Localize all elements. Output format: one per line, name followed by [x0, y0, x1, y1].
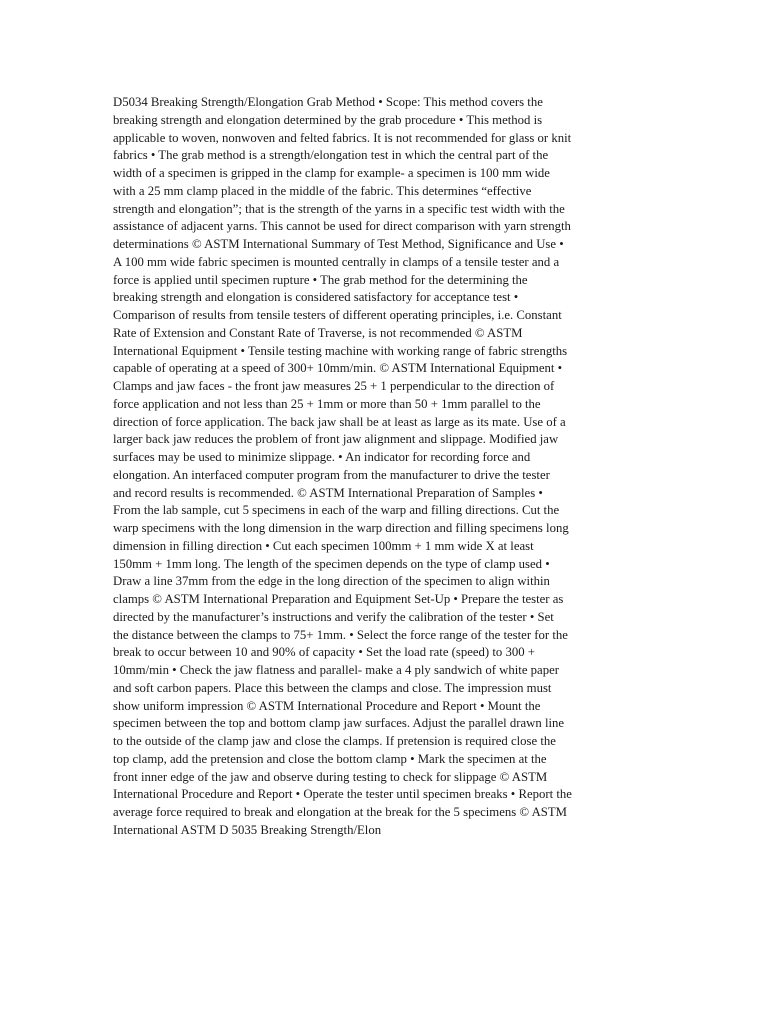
text-line: to the outside of the clamp jaw and close the clamps. If pretension is required close the — [113, 734, 556, 748]
text-line: International Procedure and Report • Operate the tester until specimen breaks • Report the — [113, 787, 572, 802]
text-line: 10mm/min • Check the jaw flatness and parallel- make a 4 ply sandwich of white paper — [113, 663, 559, 677]
text-line: capable of operating at a speed of 300+ 10mm/min. © ASTM International Equipment • — [113, 361, 563, 376]
text-line: force is applied until specimen rupture • The grab method for the determining the — [113, 272, 528, 287]
text-line: fabrics • The grab method is a strength/elongation test in which the central part of the — [113, 148, 549, 163]
document-body-text — [113, 94, 658, 840]
text-line: top clamp, add the pretension and close the bottom clamp • Mark the specimen at the — [113, 751, 547, 766]
text-line: break to occur between 10 and 90% of capacity • Set the load rate (speed) to 300 + — [113, 645, 535, 660]
text-line: larger back jaw reduces the problem of front jaw alignment and slippage. Modified jaw — [113, 432, 559, 447]
text-line: International Equipment • Tensile testing machine with working range of fabric strengths — [113, 343, 568, 358]
text-line: Rate of Extension and Constant Rate of Traverse, is not recommended © ASTM — [113, 325, 523, 340]
text-line: and soft carbon papers. Place this between the clamps and close. The impression must — [113, 680, 552, 695]
text-line: dimension in filling direction • Cut each specimen 100mm + 1 mm wide X at least — [113, 538, 534, 553]
text-line: and record results is recommended. © ASTM International Preparation of Samples • — [113, 485, 543, 500]
text-line: direction of force application. The back jaw shall be at least as large as its mate. Use of a — [113, 414, 566, 429]
text-line: surfaces may be used to minimize slippage. • An indicator for recording force and — [113, 450, 531, 464]
text-line: Comparison of results from tensile testers of different operating principles, i.e. Constant — [113, 308, 562, 322]
text-line: warp specimens with the long dimension in the warp direction and filling specimens long — [113, 521, 569, 535]
text-line: D5034 Breaking Strength/Elongation Grab Method • Scope: This method covers the — [113, 95, 543, 109]
text-line: average force required to break and elongation at the break for the 5 specimens © ASTM — [113, 805, 567, 819]
text-line: applicable to woven, nonwoven and felted fabrics. It is not recommended for glass or knit — [113, 130, 572, 145]
text-line: front inner edge of the jaw and observe during testing to check for slippage © ASTM — [113, 769, 548, 784]
text-line: strength and elongation”; that is the strength of the yarns in a specific test width with the — [113, 201, 565, 216]
text-line: Clamps and jaw faces - the front jaw measures 25 + 1 perpendicular to the direction of — [113, 379, 555, 393]
text-line: A 100 mm wide fabric specimen is mounted centrally in clamps of a tensile tester and a — [113, 254, 560, 269]
text-line: with a 25 mm clamp placed in the middle of the fabric. This determines “effective — [113, 183, 532, 198]
text-line: specimen between the top and bottom clamp jaw surfaces. Adjust the parallel drawn line — [113, 716, 565, 731]
text-line: assistance of adjacent yarns. This cannot be used for direct comparison with yarn strength — [113, 219, 571, 234]
text-line: force application and not less than 25 + 1mm or more than 50 + 1mm parallel to the — [113, 396, 541, 411]
text-line: show uniform impression © ASTM International Procedure and Report • Mount the — [113, 698, 541, 713]
text-line: Draw a line 37mm from the edge in the long direction of the specimen to align within — [113, 574, 550, 589]
text-line: clamps © ASTM International Preparation and Equipment Set-Up • Prepare the tester as — [113, 592, 564, 606]
text-line: breaking strength and elongation determined by the grab procedure • This method is — [113, 112, 543, 127]
text-line: From the lab sample, cut 5 specimens in each of the warp and filling directions. Cut the — [113, 503, 560, 518]
text-line: directed by the manufacturer’s instructions and verify the calibration of the tester • Set — [113, 609, 554, 624]
text-line: width of a specimen is gripped in the clamp for example- a specimen is 100 mm wide — [113, 166, 550, 180]
text-line: International ASTM D 5035 Breaking Strength/Elon — [113, 822, 382, 837]
text-line: the distance between the clamps to 75+ 1mm. • Select the force range of the tester for the — [113, 627, 568, 642]
text-line: 150mm + 1mm long. The length of the specimen depends on the type of clamp used • — [113, 556, 550, 571]
text-line: elongation. An interfaced computer program from the manufacturer to drive the tester — [113, 467, 550, 482]
text-line: breaking strength and elongation is considered satisfactory for acceptance test • — [113, 290, 519, 305]
text-line: determinations © ASTM International Summary of Test Method, Significance and Use • — [113, 237, 564, 251]
